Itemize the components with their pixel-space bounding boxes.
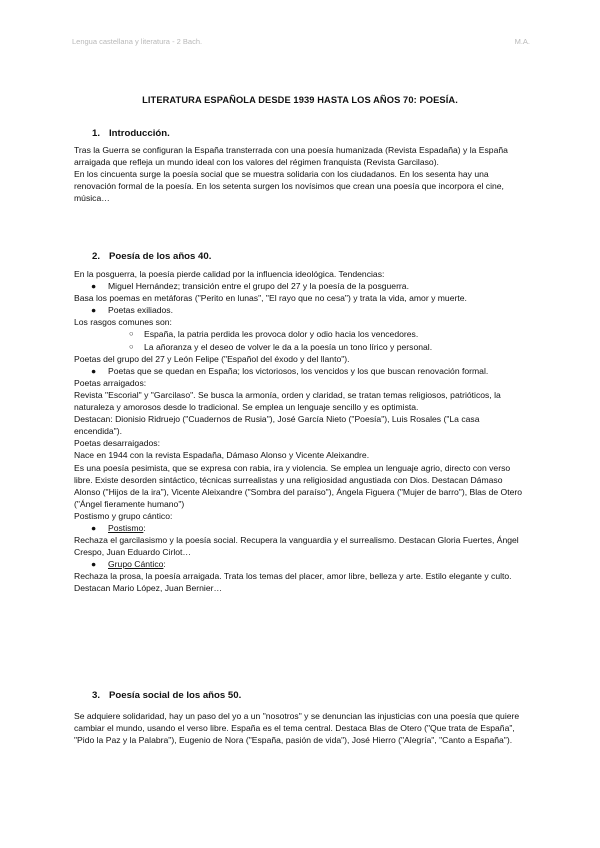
paragraph: Destacan: Dionisio Ridruejo ("Cuadernos de Rusia"), José García Nieto ("Poesía"), Luis Rosales ("La casa encendida").: [74, 414, 480, 437]
section-1-heading: [92, 128, 170, 139]
subheading: Poetas desarraigados:: [74, 438, 160, 449]
paragraph: Nace en 1944 con la revista Espadaña, Dámaso Alonso y Vicente Aleixandre.: [74, 450, 370, 461]
circle-bullet-icon: ○: [129, 329, 134, 339]
section-1-body: [74, 144, 529, 204]
list-item: ● Postismo:: [91, 522, 146, 533]
list-item: ○ La añoranza y el deseo de volver le da a la poesía un tono lírico y personal.: [129, 341, 433, 352]
paragraph: Es una poesía pesimista, que se expresa con rabia, ira y violencia. Se emplea un lenguaje agrio, directo con verso libre. Existe desorden sintáctico, técnicas surrealistas y una religiosidad angustiada con Dios. Destacan Dámaso Alonso ("Hijos de la ira"), Vicente Aleixandre ("Sombra del paraíso"), Ángela Figuera ("Mujer de barro"), Blas de Otero ("Ángel fieramente humano"): [74, 462, 523, 509]
header-author: M.A.: [514, 37, 530, 46]
section-number: 2.: [92, 251, 101, 262]
bullet-icon: ●: [91, 305, 97, 316]
list-item: ● Grupo Cántico:: [91, 559, 166, 570]
section-title: Poesía de los años 40.: [109, 251, 212, 262]
paragraph: Se adquiere solidaridad, hay un paso del yo a un "nosotros" y se denuncian las injusticias con una poesía que quiere cambiar el mundo, usando el verso libre. España es el tema central. Destaca Blas de Otero ("Que trata de España", "Pido la Paz y la Palabra"), Eugenio de Nora ("España, pasión de vida"), José Hierro ("Alegría", "Canto a España").: [74, 711, 520, 746]
subheading: Postismo y grupo cántico:: [74, 510, 173, 521]
section-number: 3.: [92, 690, 101, 701]
circle-bullet-icon: ○: [129, 341, 134, 351]
paragraph: En los cincuenta surge la poesía social que se muestra solidaria con los ciudadanos. En los sesenta hay una renovación formal de la poesía. En los setenta surgen los novísimos que crean una poesía que incorpora el cine, música…: [74, 169, 504, 204]
header-course: Lengua castellana y literatura - 2 Bach.: [72, 37, 203, 46]
bullet-icon: ●: [91, 522, 97, 533]
section-title: Poesía social de los años 50.: [109, 690, 242, 701]
section-3-body: [74, 710, 529, 746]
bullet-icon: ●: [91, 365, 97, 376]
list-item: ● Poetas que se quedan en España; los victoriosos, los vencidos y los que buscan renovación formal.: [91, 365, 489, 376]
list-item: ○ España, la patria perdida les provoca dolor y odio hacia los vencedores.: [129, 329, 419, 340]
paragraph: En la posguerra, la poesía pierde calidad por la influencia ideológica. Tendencias:: [74, 269, 385, 279]
bullet-icon: ●: [91, 281, 97, 292]
section-number: 1.: [92, 128, 101, 139]
section-title: Introducción.: [109, 128, 170, 139]
list-item: ● Poetas exiliados.: [91, 305, 173, 316]
document-title: LITERATURA ESPAÑOLA DESDE 1939 HASTA LOS AÑOS 70: POESÍA.: [142, 95, 458, 105]
section-2-body: [74, 268, 529, 595]
paragraph: Los rasgos comunes son:: [74, 317, 172, 328]
paragraph: Revista "Escorial" y "Garcilaso". Se busca la armonía, orden y claridad, se tratan temas religiosos, patrióticos, la naturaleza y amorosos desde lo tradicional. Se emplea un lenguaje sencillo y es optimista.: [74, 389, 501, 413]
bullet-icon: ●: [91, 559, 97, 570]
paragraph: Tras la Guerra se configuran la España transterrada con una poesía humanizada (Revista Espadaña) y la España arraigada que refleja un mundo ideal con los valores del régimen franquista (Revista Garcilaso).: [74, 145, 508, 168]
paragraph: Rechaza la prosa, la poesía arraigada. Trata los temas del placer, amor libre, belleza y arte. Estilo elegante y culto. Destacan Mario López, Juan Bernier…: [74, 571, 512, 594]
paragraph: Poetas del grupo del 27 y León Felipe ("Español del éxodo y del llanto").: [74, 353, 350, 364]
paragraph: Basa los poemas en metáforas ("Perito en lunas", "El rayo que no cesa") y trata la vida, amor y muerte.: [74, 293, 467, 304]
section-3-heading: [92, 690, 241, 701]
list-item: ● Miguel Hernández; transición entre el grupo del 27 y la poesía de la posguerra.: [91, 281, 409, 292]
section-2-heading: [92, 251, 211, 262]
subheading: Poetas arraigados:: [74, 377, 147, 388]
paragraph: Rechaza el garcilasismo y la poesía social. Recupera la vanguardia y el surrealismo. Destacan Gloria Fuertes, Ángel Crespo, Juan Eduardo Cirlot…: [74, 535, 519, 558]
